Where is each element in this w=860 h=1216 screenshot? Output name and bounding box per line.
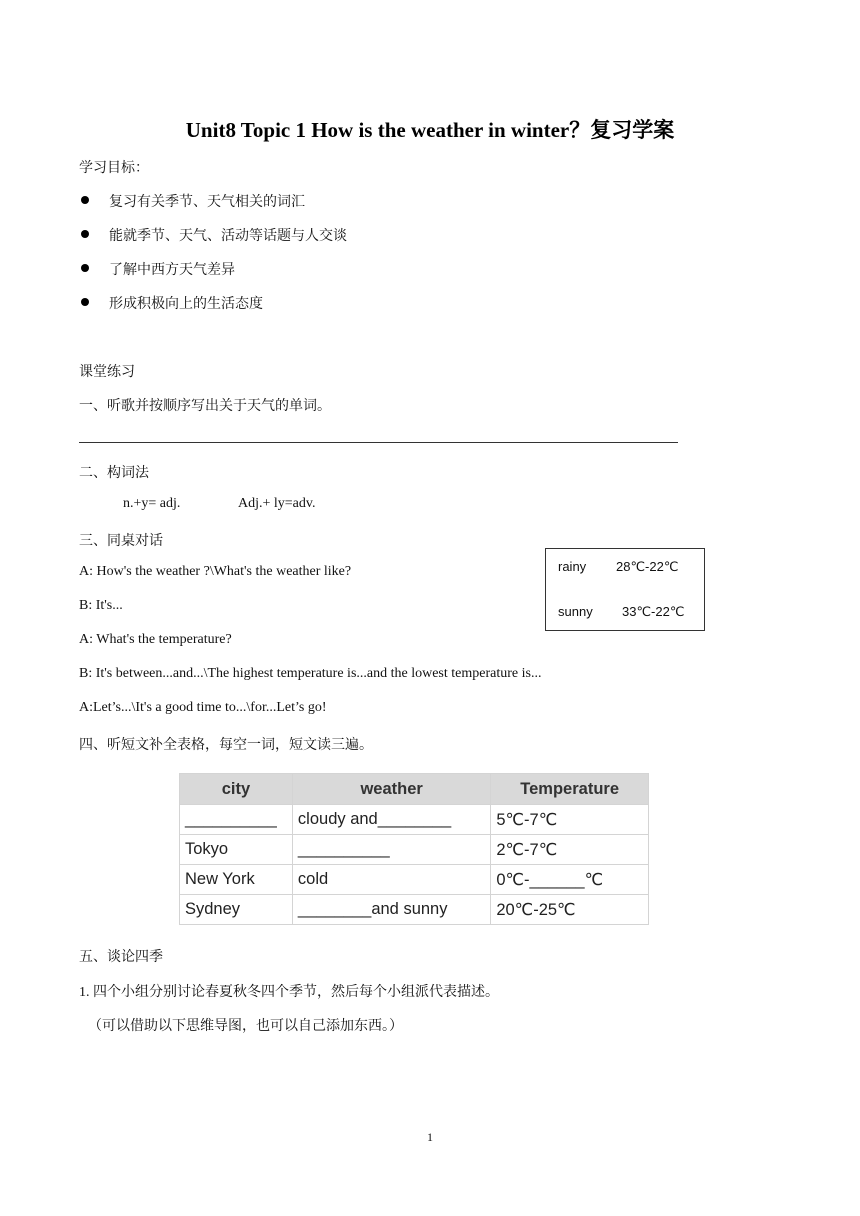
table-row <box>180 805 649 835</box>
answer-line <box>79 442 678 443</box>
objective-item: 复习有关季节、天气相关的词汇 <box>109 195 305 210</box>
objectives-heading: 学习目标： <box>79 161 149 176</box>
section-3-heading: 三、同桌对话 <box>79 534 163 549</box>
bullet-icon <box>81 298 89 306</box>
table-cell: New York <box>180 865 293 895</box>
bullet-icon <box>81 230 89 238</box>
table-header-row <box>180 774 649 805</box>
table-cell: 0℃-______℃ <box>491 865 649 895</box>
section-5-heading: 五、谈论四季 <box>79 950 163 965</box>
table-cell: 5℃-7℃ <box>491 805 649 835</box>
table-cell: 20℃-25℃ <box>491 895 649 925</box>
word-formation-rule: n.+y= adj. <box>123 496 181 511</box>
table-cell: __________ <box>292 835 490 865</box>
exercise-item: 1. 四个小组分别讨论春夏秋冬四个季节，然后每个小组派代表描述。 <box>79 985 499 1000</box>
table-row <box>180 835 649 865</box>
box-temperature: 33℃-22℃ <box>622 604 685 619</box>
table-cell: cloudy and________ <box>292 805 490 835</box>
box-weather: rainy <box>558 559 587 574</box>
objective-item: 形成积极向上的生活态度 <box>109 297 263 312</box>
dialogue-line: A: How's the weather ?\What's the weather like? <box>79 564 352 579</box>
section-1-heading: 一、听歌并按顺序写出关于天气的单词。 <box>79 399 331 414</box>
exercise-note: （可以借助以下思维导图，也可以自己添加东西。） <box>88 1019 403 1034</box>
column-header: weather <box>292 774 490 805</box>
dialogue-line: A:Let’s...\It's a good time to...\for...Let’s go! <box>79 700 327 715</box>
box-weather: sunny <box>558 604 593 619</box>
table-cell: __________ <box>180 805 293 835</box>
box-temperature: 28℃-22℃ <box>616 559 679 574</box>
column-header: city <box>180 774 293 805</box>
bullet-icon <box>81 196 89 204</box>
word-formation-rule: Adj.+ ly=adv. <box>238 496 316 511</box>
table-cell: cold <box>292 865 490 895</box>
table-cell: Sydney <box>180 895 293 925</box>
objective-item: 了解中西方天气差异 <box>109 263 235 278</box>
table-row <box>180 895 649 925</box>
table-cell: Tokyo <box>180 835 293 865</box>
page-number: 1 <box>427 1130 433 1144</box>
table-row <box>180 865 649 895</box>
page-title: Unit8 Topic 1 How is the weather in winter？复习学案 <box>185 118 675 142</box>
dialogue-line: A: What's the temperature? <box>79 632 232 647</box>
dialogue-line: B: It's between...and...\The highest temperature is...and the lowest temperature is... <box>79 666 542 681</box>
table-cell: 2℃-7℃ <box>491 835 649 865</box>
bullet-icon <box>81 264 89 272</box>
column-header: Temperature <box>491 774 649 805</box>
objective-item: 能就季节、天气、活动等话题与人交谈 <box>109 229 347 244</box>
dialogue-line: B: It's... <box>79 598 123 613</box>
practice-heading: 课堂练习 <box>79 365 135 380</box>
temperature-box <box>545 548 705 631</box>
table-cell: ________and sunny <box>292 895 490 925</box>
section-4-heading: 四、听短文补全表格，每空一词，短文读三遍。 <box>79 738 373 753</box>
weather-table <box>179 773 649 925</box>
section-2-heading: 二、构词法 <box>79 466 149 481</box>
